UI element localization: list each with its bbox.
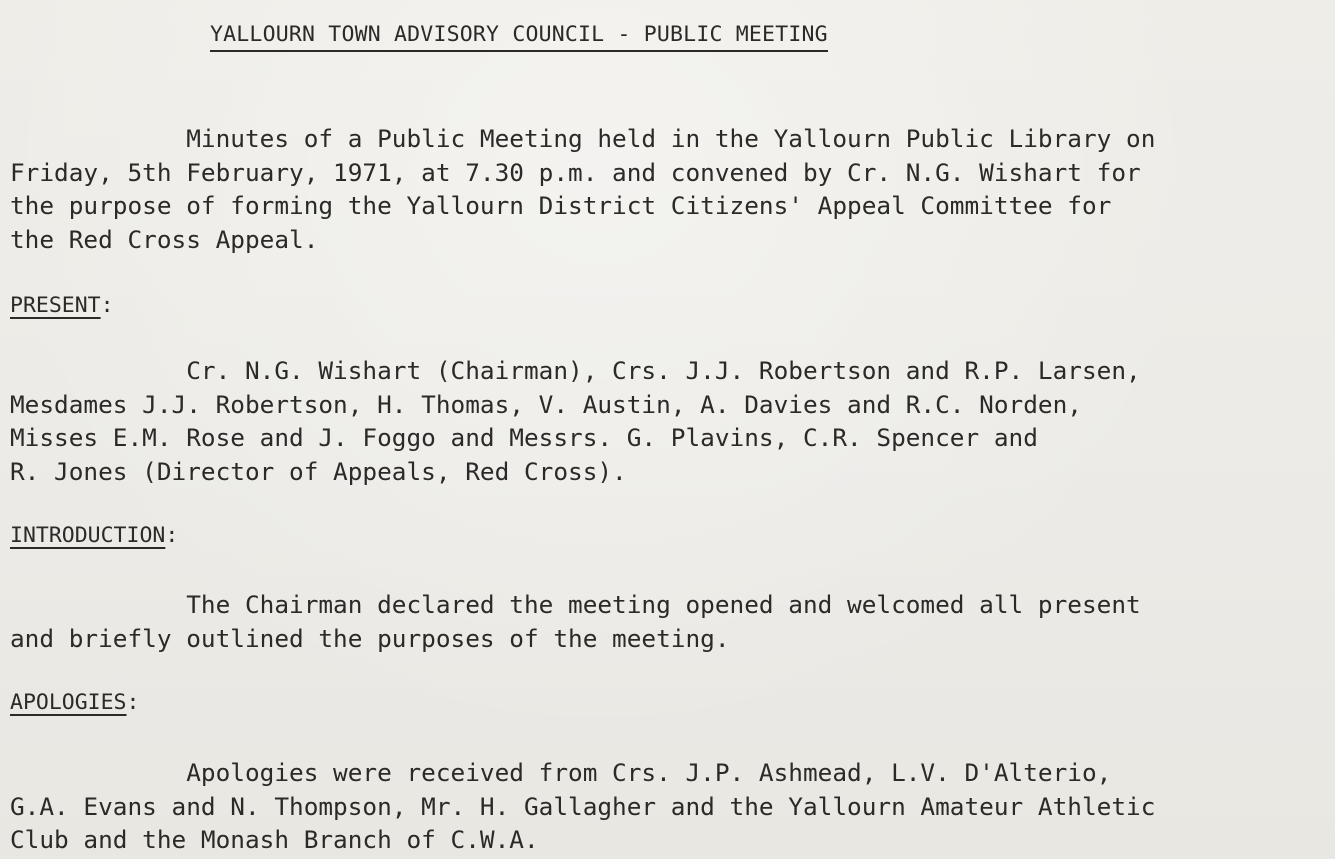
section-heading-introduction-text: INTRODUCTION — [10, 523, 166, 548]
section-heading-present: PRESENT: — [10, 293, 114, 318]
section-heading-present-text: PRESENT — [10, 293, 101, 318]
apologies-paragraph: Apologies were received from Crs. J.P. Ashmead, L.V. D'Alterio, G.A. Evans and N. Thompson, Mr. H. Gallagher and the Yallourn Amateur Athletic Club and the Monash Branch of C.W.A. — [10, 758, 1156, 854]
section-heading-apologies-text: APOLOGIES — [10, 690, 127, 715]
introduction-paragraph: The Chairman declared the meeting opened and welcomed all present and briefly outlined the purposes of the meeting. — [10, 590, 1141, 653]
present-paragraph: Cr. N.G. Wishart (Chairman), Crs. J.J. Robertson and R.P. Larsen, Mesdames J.J. Robertson, H. Thomas, V. Austin, A. Davies and R.C. Norden, Misses E.M. Rose and J. Foggo and Messrs. G. Plavins, C.R. Spencer and R. Jones (Director of Appeals, Red Cross). — [10, 356, 1141, 486]
intro-paragraph: Minutes of a Public Meeting held in the Yallourn Public Library on Friday, 5th February, 1971, at 7.30 p.m. and convened by Cr. N.G. Wishart for the purpose of forming the Yallourn District Citizens' Appeal Committee for the Red Cross Appeal. — [10, 124, 1156, 254]
title-underline — [210, 50, 828, 52]
section-heading-apologies: APOLOGIES: — [10, 690, 140, 715]
document-title — [210, 22, 828, 47]
section-heading-introduction: INTRODUCTION: — [10, 523, 179, 548]
document-title-text: YALLOURN TOWN ADVISORY COUNCIL - PUBLIC MEETING — [210, 22, 828, 47]
